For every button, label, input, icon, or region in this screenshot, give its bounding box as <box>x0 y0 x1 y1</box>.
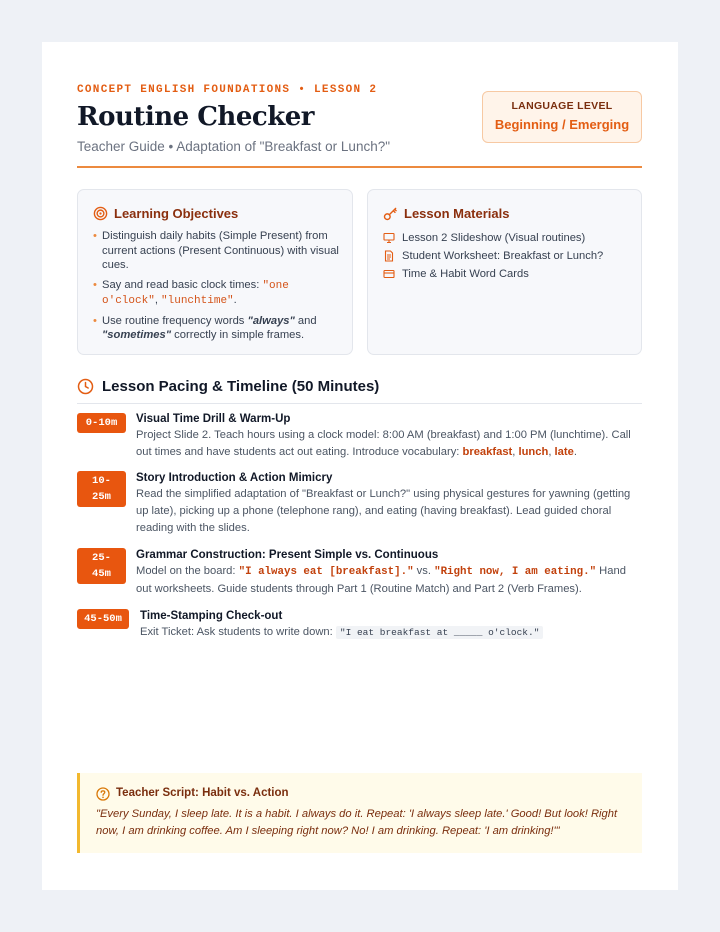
timeline-description: Model on the board: "I always eat [breakfast]." vs. "Right now, I am eating." Hand out worksheets. Guide students through Part 1 (Routine Match) and Part 2 (Verb Frames). <box>136 565 626 596</box>
objectives-title: Learning Objectives <box>114 206 239 221</box>
teacher-script-title: Teacher Script: Habit vs. Action <box>116 787 289 799</box>
timeline-content <box>140 608 646 641</box>
clock-icon <box>77 378 94 395</box>
time-badge: 0-10m <box>77 413 126 433</box>
document-icon <box>383 250 395 262</box>
objectives-list <box>93 229 343 348</box>
header-divider <box>77 166 642 168</box>
timeline-description: Exit Ticket: Ask students to write down: "I eat breakfast at _____ o'clock." <box>140 624 646 641</box>
page-subtitle: Teacher Guide • Adaptation of "Breakfast or Lunch?" <box>77 139 391 154</box>
materials-card <box>367 189 642 355</box>
language-level-box <box>482 91 642 143</box>
language-level-value: Beginning / Emerging <box>494 117 630 132</box>
timeline-title: Grammar Construction: Present Simple vs. Continuous <box>136 549 439 561</box>
teacher-script-body: "Every Sunday, I sleep late. It is a habit. I always do it. Repeat: 'I always sleep late.' Good! But look! Right now, I am drinking coffee. Am I sleeping right now? No! I am drinking. Repeat: 'I am drinking!'" <box>96 808 618 837</box>
presentation-icon <box>383 232 395 244</box>
page <box>42 42 678 890</box>
timeline-description: Project Slide 2. Teach hours using a clock model: 8:00 AM (breakfast) and 1:00 PM (lunchtime). Call out times and have students act out eating. Introduce vocabulary: breakfast, lunch, late. <box>136 429 631 459</box>
timeline-description: Read the simplified adaptation of "Breakfast or Lunch?" using physical gestures for yawning (getting up late), picking up a phone (telephone rang), and eating (having breakfast). Lead guided choral reading with the slides. <box>136 488 631 535</box>
card-icon <box>383 268 395 280</box>
objective-item: • Say and read basic clock times: "one o'clock", "lunchtime". <box>93 278 343 309</box>
pacing-title: Lesson Pacing & Timeline (50 Minutes) <box>102 378 380 395</box>
objective-item: • Distinguish daily habits (Simple Present) from current actions (Present Continuous) with visual cues. <box>93 229 343 273</box>
pacing-section-header <box>77 377 642 404</box>
material-item: Lesson 2 Slideshow (Visual routines) <box>383 229 633 247</box>
timeline-title: Visual Time Drill & Warm-Up <box>136 413 291 425</box>
key-icon <box>383 206 398 221</box>
timeline-title: Time-Stamping Check-out <box>140 610 283 622</box>
materials-list <box>383 229 633 283</box>
objectives-card <box>77 189 353 355</box>
timeline-content <box>136 411 642 461</box>
page-title: Routine Checker <box>77 102 314 132</box>
time-badge: 10- 25m <box>77 471 126 507</box>
timeline-title: Story Introduction & Action Mimicry <box>136 472 333 484</box>
objective-item: • Use routine frequency words "always" and "sometimes" correctly in simple frames. <box>93 314 343 343</box>
material-item: Time & Habit Word Cards <box>383 265 633 283</box>
course-eyebrow: CONCEPT ENGLISH FOUNDATIONS • LESSON 2 <box>77 84 378 96</box>
materials-title: Lesson Materials <box>404 206 510 221</box>
time-badge: 45-50m <box>77 609 129 629</box>
timeline-content <box>136 547 642 598</box>
material-item: Student Worksheet: Breakfast or Lunch? <box>383 247 633 265</box>
target-icon <box>93 206 108 221</box>
teacher-script-box <box>77 773 642 853</box>
language-level-label: LANGUAGE LEVEL <box>511 100 613 112</box>
time-badge: 25- 45m <box>77 548 126 584</box>
help-circle-icon <box>96 787 110 801</box>
timeline-content <box>136 470 642 538</box>
exit-ticket-chip: "I eat breakfast at _____ o'clock." <box>336 626 544 639</box>
